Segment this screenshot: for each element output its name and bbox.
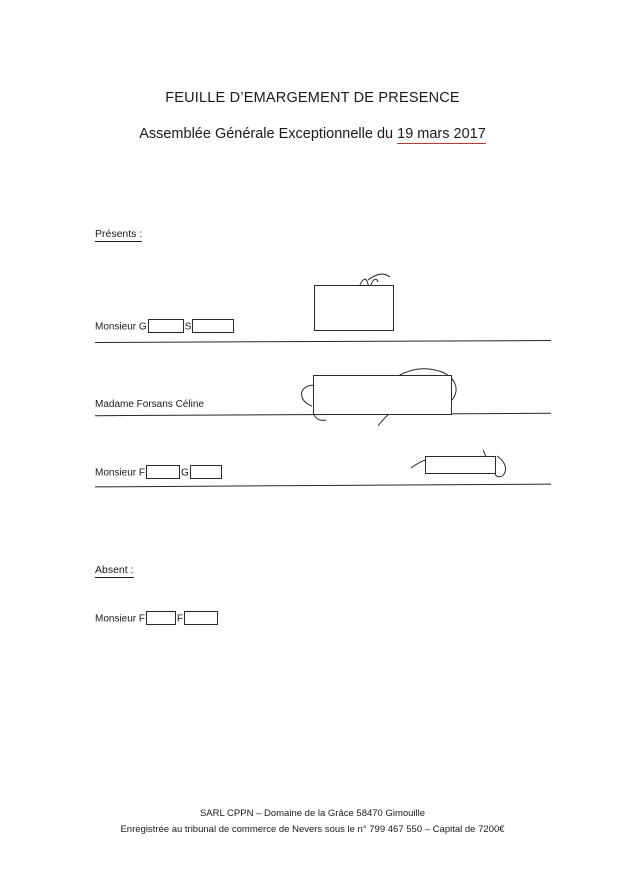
attendee-row-1 (95, 320, 235, 334)
page-subtitle (0, 126, 625, 142)
attendee-name-prefix: Monsieur F (95, 467, 146, 479)
signature-line-1 (95, 340, 551, 343)
attendee-name-middle: G (181, 467, 189, 479)
signature-redaction-2 (313, 375, 452, 415)
absentee-row-1 (95, 612, 219, 626)
redaction-box (146, 465, 180, 479)
section-heading-present: Présents : (95, 228, 143, 240)
section-heading-absent: Absent : (95, 564, 134, 576)
signature-redaction-3 (425, 456, 496, 474)
attendee-row-2 (95, 399, 204, 410)
attendee-name-full: Madame Forsans Céline (95, 399, 204, 410)
page-title: FEUILLE D’EMARGEMENT DE PRESENCE (165, 90, 460, 106)
redaction-box (184, 611, 218, 625)
redaction-box (190, 465, 222, 479)
footer-line-2: Enregistrée au tribunal de commerce de Nevers sous le n° 799 467 550 – Capital de 7200€ (120, 824, 505, 835)
redaction-box (192, 319, 234, 333)
footer-line-1: SARL CPPN – Domaine de la Grâce 58470 Gimouille (199, 808, 426, 819)
redaction-box (148, 319, 184, 333)
attendee-name-middle: S (184, 321, 192, 333)
subtitle-text: Assemblée Générale Exceptionnelle du (139, 126, 398, 142)
absentee-name-middle: F (177, 613, 184, 625)
absentee-name-prefix: Monsieur F (95, 613, 146, 625)
signature-redaction-1 (314, 285, 394, 331)
meeting-date: 19 mars 2017 (397, 126, 486, 142)
attendee-row-3 (95, 466, 223, 480)
attendee-name-prefix: Monsieur G (95, 321, 147, 333)
signature-line-3 (95, 484, 551, 488)
redaction-box (146, 611, 176, 625)
